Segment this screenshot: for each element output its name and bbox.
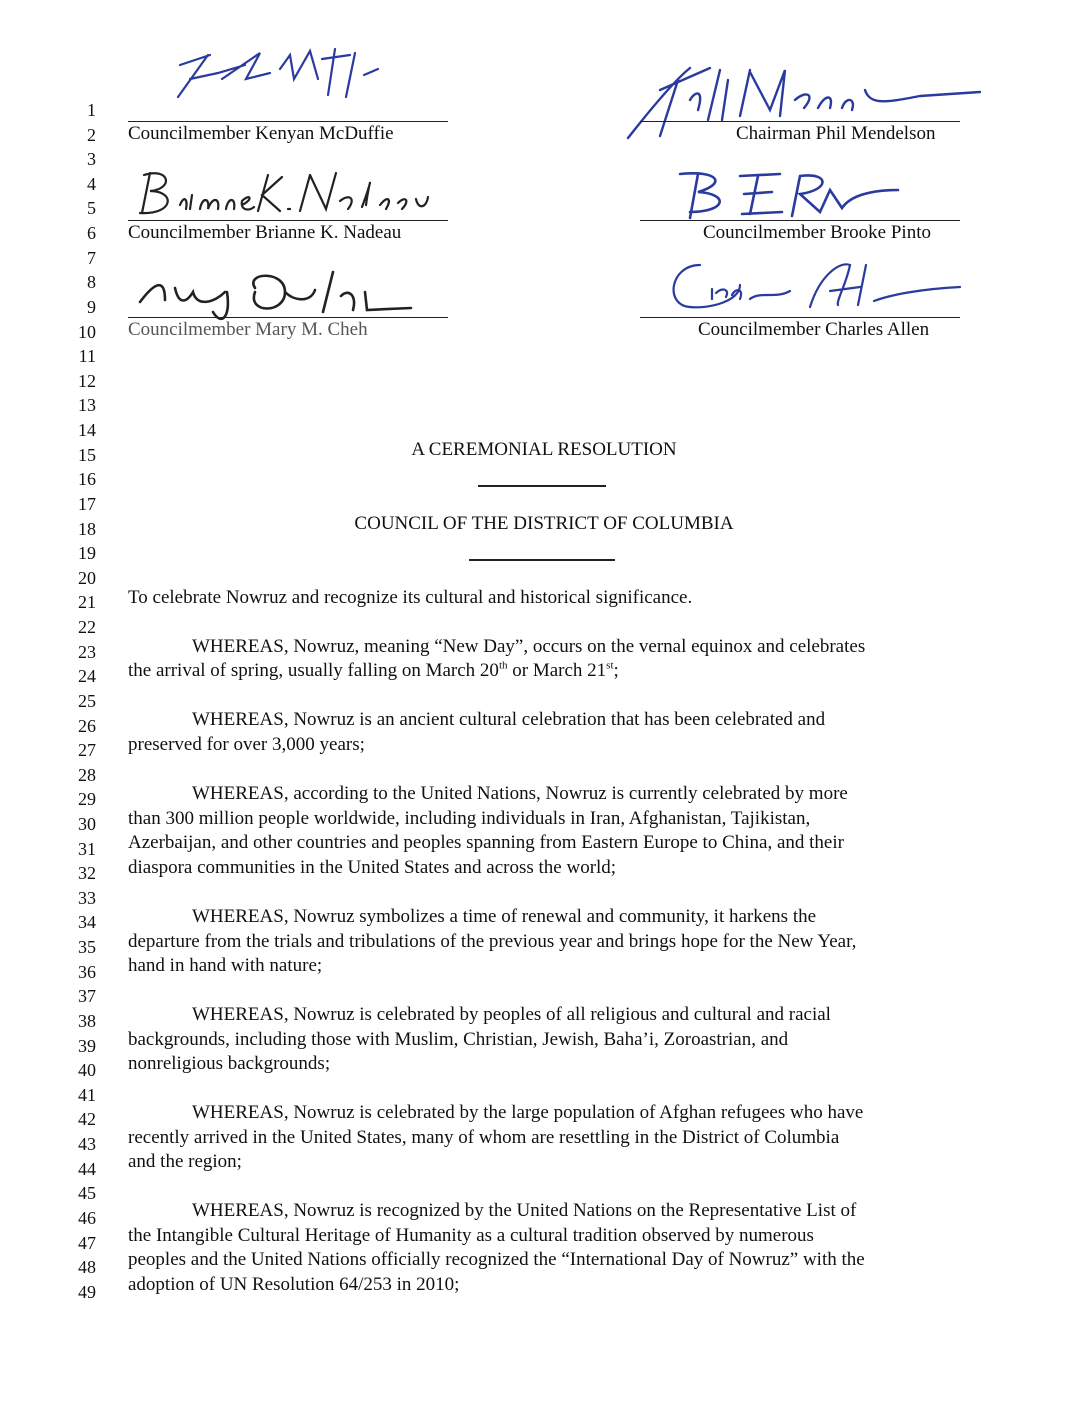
line-text: the arrival of spring, usually falling on March 20 <box>128 660 499 681</box>
line-number: 38 <box>78 1011 96 1031</box>
line-number: 29 <box>78 789 96 809</box>
line-number: 39 <box>78 1036 96 1056</box>
line-number: 31 <box>78 839 96 859</box>
ordinal-suffix: st <box>606 659 614 672</box>
signature-allen <box>660 255 970 315</box>
signature-line <box>640 121 960 122</box>
line-number: 35 <box>78 937 96 957</box>
signature-line <box>128 220 448 221</box>
whereas-line: hand in hand with nature; <box>128 955 323 976</box>
line-number: 42 <box>78 1109 96 1129</box>
whereas-line: WHEREAS, Nowruz, meaning “New Day”, occurs on the vernal equinox and celebrates <box>192 636 866 657</box>
whereas-line: WHEREAS, Nowruz is celebrated by peoples of all religious and cultural and racial <box>192 1004 831 1025</box>
whereas-line: nonreligious backgrounds; <box>128 1053 331 1074</box>
signatory-title: Councilmember Charles Allen <box>698 319 930 340</box>
line-text: or March 21 <box>507 660 607 681</box>
line-number: 15 <box>78 445 96 465</box>
line-number: 8 <box>87 272 96 292</box>
line-number: 33 <box>78 888 96 908</box>
line-number: 36 <box>78 962 96 982</box>
line-number: 37 <box>78 986 96 1006</box>
resolution-heading: A CEREMONIAL RESOLUTION <box>411 439 677 460</box>
signatory-title: Councilmember Brianne K. Nadeau <box>128 222 402 243</box>
whereas-line: peoples and the United Nations officially recognized the “International Day of Nowruz” with the <box>128 1249 865 1270</box>
whereas-line <box>128 661 619 681</box>
signature-mcduffie <box>150 35 390 110</box>
whereas-line: recently arrived in the United States, many of whom are resettling in the District of Columbia <box>128 1127 840 1148</box>
whereas-line: Azerbaijan, and other countries and peoples spanning from Eastern Europe to China, and their <box>128 832 844 853</box>
whereas-line: WHEREAS, Nowruz symbolizes a time of renewal and community, it harkens the <box>192 906 817 927</box>
whereas-line: adoption of UN Resolution 64/253 in 2010; <box>128 1274 460 1295</box>
line-number: 5 <box>87 198 96 218</box>
line-number: 3 <box>87 149 96 169</box>
council-name: COUNCIL OF THE DISTRICT OF COLUMBIA <box>354 513 734 534</box>
signatory-title: Councilmember Kenyan McDuffie <box>128 123 394 144</box>
signature-line <box>640 317 960 318</box>
whereas-line: WHEREAS, according to the United Nations, Nowruz is currently celebrated by more <box>192 783 848 804</box>
whereas-line: backgrounds, including those with Muslim, Christian, Jewish, Baha’i, Zoroastrian, and <box>128 1029 789 1050</box>
line-number: 4 <box>87 174 96 194</box>
line-number: 34 <box>78 912 96 932</box>
line-number: 17 <box>78 494 96 514</box>
line-number: 21 <box>78 592 96 612</box>
line-number: 10 <box>78 322 96 342</box>
signature-line <box>640 220 960 221</box>
line-number: 28 <box>78 765 96 785</box>
line-number: 27 <box>78 740 96 760</box>
signature-line <box>128 121 448 122</box>
line-number: 40 <box>78 1060 96 1080</box>
ordinal-suffix: th <box>498 659 508 672</box>
whereas-line: departure from the trials and tribulations of the previous year and brings hope for the New Year, <box>128 931 857 952</box>
line-number: 12 <box>78 371 96 391</box>
purpose-line: To celebrate Nowruz and recognize its cultural and historical significance. <box>128 587 693 608</box>
line-text: ; <box>613 660 619 681</box>
line-number: 25 <box>78 691 96 711</box>
line-number: 30 <box>78 814 96 834</box>
line-number: 18 <box>78 519 96 539</box>
line-number: 23 <box>78 642 96 662</box>
line-number: 13 <box>78 395 96 415</box>
line-number: 16 <box>78 469 96 489</box>
line-number: 1 <box>87 100 96 120</box>
line-number: 32 <box>78 863 96 883</box>
heading-rule <box>469 559 615 561</box>
whereas-line: WHEREAS, Nowruz is recognized by the United Nations on the Representative List of <box>192 1200 857 1221</box>
signature-nadeau <box>130 165 450 220</box>
line-number: 7 <box>87 248 96 268</box>
whereas-line: the Intangible Cultural Heritage of Humanity as a cultural tradition observed by numerous <box>128 1225 814 1246</box>
line-number: 14 <box>78 420 96 440</box>
line-number: 22 <box>78 617 96 637</box>
signatory-title: Councilmember Mary M. Cheh <box>128 319 368 340</box>
heading-rule <box>478 485 606 487</box>
line-number: 46 <box>78 1208 96 1228</box>
line-number: 2 <box>87 125 96 145</box>
signature-line <box>128 317 448 318</box>
line-number: 19 <box>78 543 96 563</box>
signature-pinto <box>670 168 910 223</box>
line-number: 20 <box>78 568 96 588</box>
line-number: 49 <box>78 1282 96 1302</box>
line-number: 9 <box>87 297 96 317</box>
signatory-title: Chairman Phil Mendelson <box>736 123 936 144</box>
line-number: 41 <box>78 1085 96 1105</box>
whereas-line: and the region; <box>128 1151 242 1172</box>
whereas-line: diaspora communities in the United States and across the world; <box>128 857 617 878</box>
line-number: 44 <box>78 1159 96 1179</box>
line-number: 45 <box>78 1183 96 1203</box>
signatory-title: Councilmember Brooke Pinto <box>703 222 931 243</box>
signature-cheh <box>135 262 435 322</box>
whereas-line: preserved for over 3,000 years; <box>128 734 365 755</box>
line-number: 24 <box>78 666 96 686</box>
line-number: 43 <box>78 1134 96 1154</box>
whereas-line: than 300 million people worldwide, including individuals in Iran, Afghanistan, Tajikistan, <box>128 808 811 829</box>
line-number: 6 <box>87 223 96 243</box>
whereas-line: WHEREAS, Nowruz is an ancient cultural celebration that has been celebrated and <box>192 709 826 730</box>
line-number: 26 <box>78 716 96 736</box>
line-number: 47 <box>78 1233 96 1253</box>
line-number: 48 <box>78 1257 96 1277</box>
line-number: 11 <box>78 346 96 366</box>
whereas-line: WHEREAS, Nowruz is celebrated by the large population of Afghan refugees who have <box>192 1102 864 1123</box>
